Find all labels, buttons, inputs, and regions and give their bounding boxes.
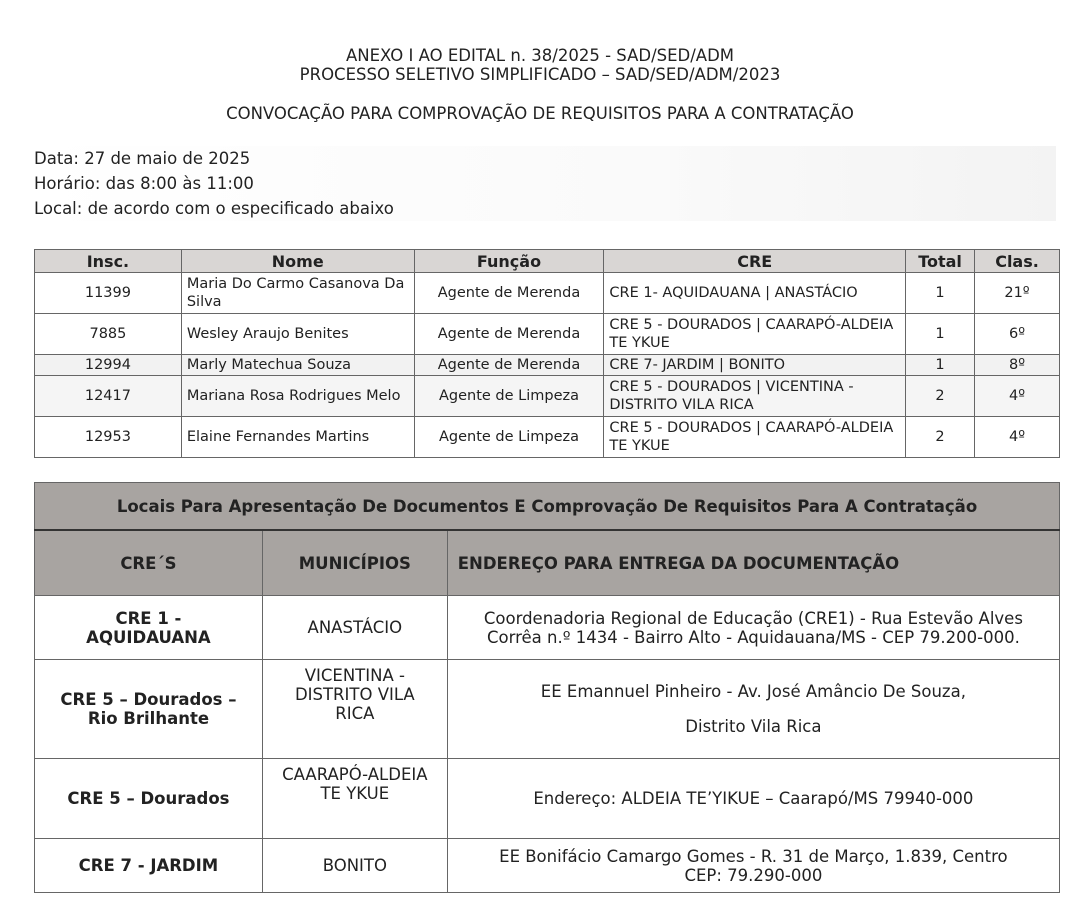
- cell-nome: Marly Matechua Souza: [181, 355, 414, 376]
- cell-cre: CRE 5 - DOURADOS | VICENTINA - DISTRITO VILA RICA: [604, 376, 906, 417]
- time-line: Horário: das 8:00 às 11:00: [34, 174, 254, 193]
- cell-cre: CRE 1- AQUIDAUANA | ANASTÁCIO: [604, 273, 906, 314]
- address-line: EE Bonifácio Camargo Gomes - R. 31 de Março, 1.839, Centro: [499, 846, 1008, 866]
- cell-clas: 4º: [975, 417, 1060, 458]
- date-line: Data: 27 de maio de 2025: [34, 149, 251, 168]
- cell-clas: 8º: [975, 355, 1060, 376]
- cell-insc: 7885: [35, 314, 182, 355]
- address-line: EE Emannuel Pinheiro - Av. José Amâncio De Souza,: [540, 682, 966, 701]
- col-cres-header: CRE´S: [35, 530, 263, 596]
- candidates-header-row: [35, 250, 1060, 273]
- cell-total: 2: [906, 417, 975, 458]
- cell-cre: CRE 7- JARDIM | BONITO: [604, 355, 906, 376]
- cell-cre: CRE 5 – Dourados: [35, 759, 263, 839]
- table-row: [35, 660, 1060, 759]
- cell-endereco: Coordenadoria Regional de Educação (CRE1) - Rua Estevão Alves Corrêa n.º 1434 - Bairro Alto - Aquidauana/MS - CEP 79.200-000.: [447, 596, 1059, 660]
- col-municipios-header: MUNICÍPIOS: [262, 530, 447, 596]
- cell-total: 1: [906, 314, 975, 355]
- cell-insc: 12994: [35, 355, 182, 376]
- table-row: [35, 376, 1060, 417]
- table-row: [35, 596, 1060, 660]
- locations-title-row: [35, 483, 1060, 531]
- cell-cre: CRE 1 - AQUIDAUANA: [35, 596, 263, 660]
- cell-endereco: [447, 839, 1059, 893]
- table-row: [35, 314, 1060, 355]
- process-title: PROCESSO SELETIVO SIMPLIFICADO – SAD/SED/ADM/2023: [299, 65, 781, 84]
- schedule-info: [34, 146, 1056, 221]
- cell-total: 2: [906, 376, 975, 417]
- table-row: [35, 839, 1060, 893]
- cell-municipio: BONITO: [262, 839, 447, 893]
- table-row: [35, 417, 1060, 458]
- col-clas-header: Clas.: [975, 250, 1060, 273]
- cell-total: 1: [906, 273, 975, 314]
- cell-endereco: [447, 660, 1059, 759]
- address-line-2: Distrito Vila Rica: [685, 717, 822, 736]
- cell-funcao: Agente de Limpeza: [414, 376, 604, 417]
- cell-insc: 12953: [35, 417, 182, 458]
- place-line: Local: de acordo com o especificado abaixo: [34, 199, 394, 218]
- col-insc-header: Insc.: [35, 250, 182, 273]
- cell-cre: CRE 5 - DOURADOS | CAARAPÓ-ALDEIA TE YKUE: [604, 417, 906, 458]
- convocation-title: CONVOCAÇÃO PARA COMPROVAÇÃO DE REQUISITOS PARA A CONTRATAÇÃO: [226, 104, 854, 123]
- locations-header-row: [35, 530, 1060, 596]
- cell-insc: 11399: [35, 273, 182, 314]
- cell-clas: 21º: [975, 273, 1060, 314]
- locations-table: [34, 482, 1060, 893]
- cell-municipio: VICENTINA - DISTRITO VILA RICA: [262, 660, 447, 759]
- cell-nome: Mariana Rosa Rodrigues Melo: [181, 376, 414, 417]
- col-funcao-header: Função: [414, 250, 604, 273]
- cell-funcao: Agente de Merenda: [414, 314, 604, 355]
- cell-cre: CRE 5 – Dourados – Rio Brilhante: [35, 660, 263, 759]
- cell-nome: Elaine Fernandes Martins: [181, 417, 414, 458]
- cell-municipio: ANASTÁCIO: [262, 596, 447, 660]
- cell-nome: Wesley Araujo Benites: [181, 314, 414, 355]
- candidates-table: [34, 249, 1060, 458]
- table-row: [35, 759, 1060, 839]
- address-line-2: CEP: 79.290-000: [684, 865, 823, 885]
- cell-nome: Maria Do Carmo Casanova Da Silva: [181, 273, 414, 314]
- col-cre-header: CRE: [604, 250, 906, 273]
- locations-title: Locais Para Apresentação De Documentos E Comprovação De Requisitos Para A Contratação: [35, 483, 1060, 531]
- cell-funcao: Agente de Merenda: [414, 273, 604, 314]
- cell-endereco: Endereço: ALDEIA TE’YIKUE – Caarapó/MS 79940-000: [447, 759, 1059, 839]
- col-total-header: Total: [906, 250, 975, 273]
- col-endereco-header: ENDEREÇO PARA ENTREGA DA DOCUMENTAÇÃO: [447, 530, 1059, 596]
- cell-cre: CRE 7 - JARDIM: [35, 839, 263, 893]
- cell-municipio: CAARAPÓ-ALDEIA TE YKUE: [262, 759, 447, 839]
- cell-insc: 12417: [35, 376, 182, 417]
- table-row: [35, 355, 1060, 376]
- cell-total: 1: [906, 355, 975, 376]
- cell-funcao: Agente de Limpeza: [414, 417, 604, 458]
- cell-clas: 6º: [975, 314, 1060, 355]
- annex-title: ANEXO I AO EDITAL n. 38/2025 - SAD/SED/ADM: [345, 46, 735, 65]
- cell-cre: CRE 5 - DOURADOS | CAARAPÓ-ALDEIA TE YKUE: [604, 314, 906, 355]
- cell-funcao: Agente de Merenda: [414, 355, 604, 376]
- col-nome-header: Nome: [181, 250, 414, 273]
- table-row: [35, 273, 1060, 314]
- cell-clas: 4º: [975, 376, 1060, 417]
